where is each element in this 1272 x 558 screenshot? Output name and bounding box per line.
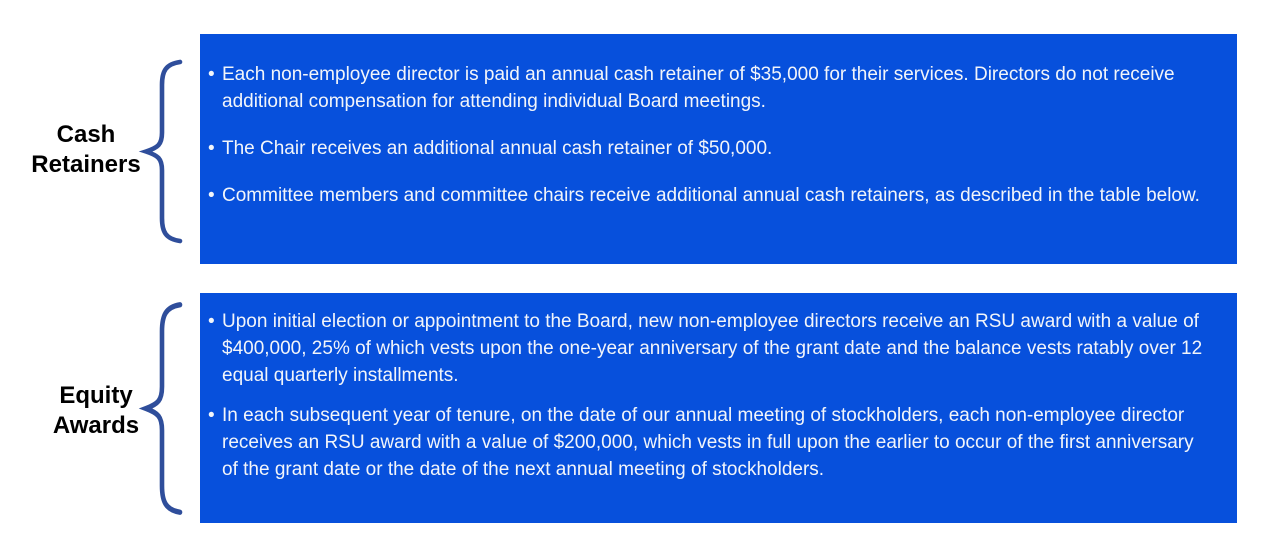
bullet-marker: • — [208, 185, 215, 206]
bullet-text: Committee members and committee chairs receive additional annual cash retainers, as described in the table below. — [222, 185, 1200, 206]
bullet-marker: • — [208, 64, 215, 85]
curly-brace-cash-retainers — [138, 57, 188, 246]
label-line-2: Retainers — [31, 151, 141, 178]
bullet-item — [208, 402, 1207, 483]
bullet-item — [208, 61, 1207, 115]
bullet-item — [208, 135, 1207, 162]
bullet-text: Upon initial election or appointment to the Board, new non-employee directors receive an RSU award with a value of $400,000, 25% of which vests upon the one-year anniversary of the grant date and the balance vests ratably over 12 equal quarterly installments. — [222, 311, 1203, 386]
bullet-marker: • — [208, 138, 215, 159]
equity-awards-panel — [200, 293, 1237, 523]
bullet-text: The Chair receives an additional annual cash retainer of $50,000. — [222, 138, 773, 159]
curly-brace-equity-awards — [138, 299, 188, 518]
label-line-2: Awards — [52, 412, 140, 439]
bullet-text: In each subsequent year of tenure, on the date of our annual meeting of stockholders, each non-employee director receives an RSU award with a value of $200,000, which vests in full upon the earlier to occur of the first anniversary of the grant date or the date of the next annual meeting of stockholders. — [222, 405, 1194, 480]
bullet-item — [208, 182, 1207, 209]
bullet-marker: • — [208, 311, 215, 332]
cash-retainers-panel — [200, 34, 1237, 264]
bullet-marker: • — [208, 405, 215, 426]
label-line-1: Equity — [59, 382, 133, 409]
bullet-item — [208, 308, 1207, 389]
bullet-text: Each non-employee director is paid an annual cash retainer of $35,000 for their services. Directors do not receive additional compensation for attending individual Board meetings. — [222, 64, 1175, 112]
label-line-1: Cash — [56, 121, 116, 148]
